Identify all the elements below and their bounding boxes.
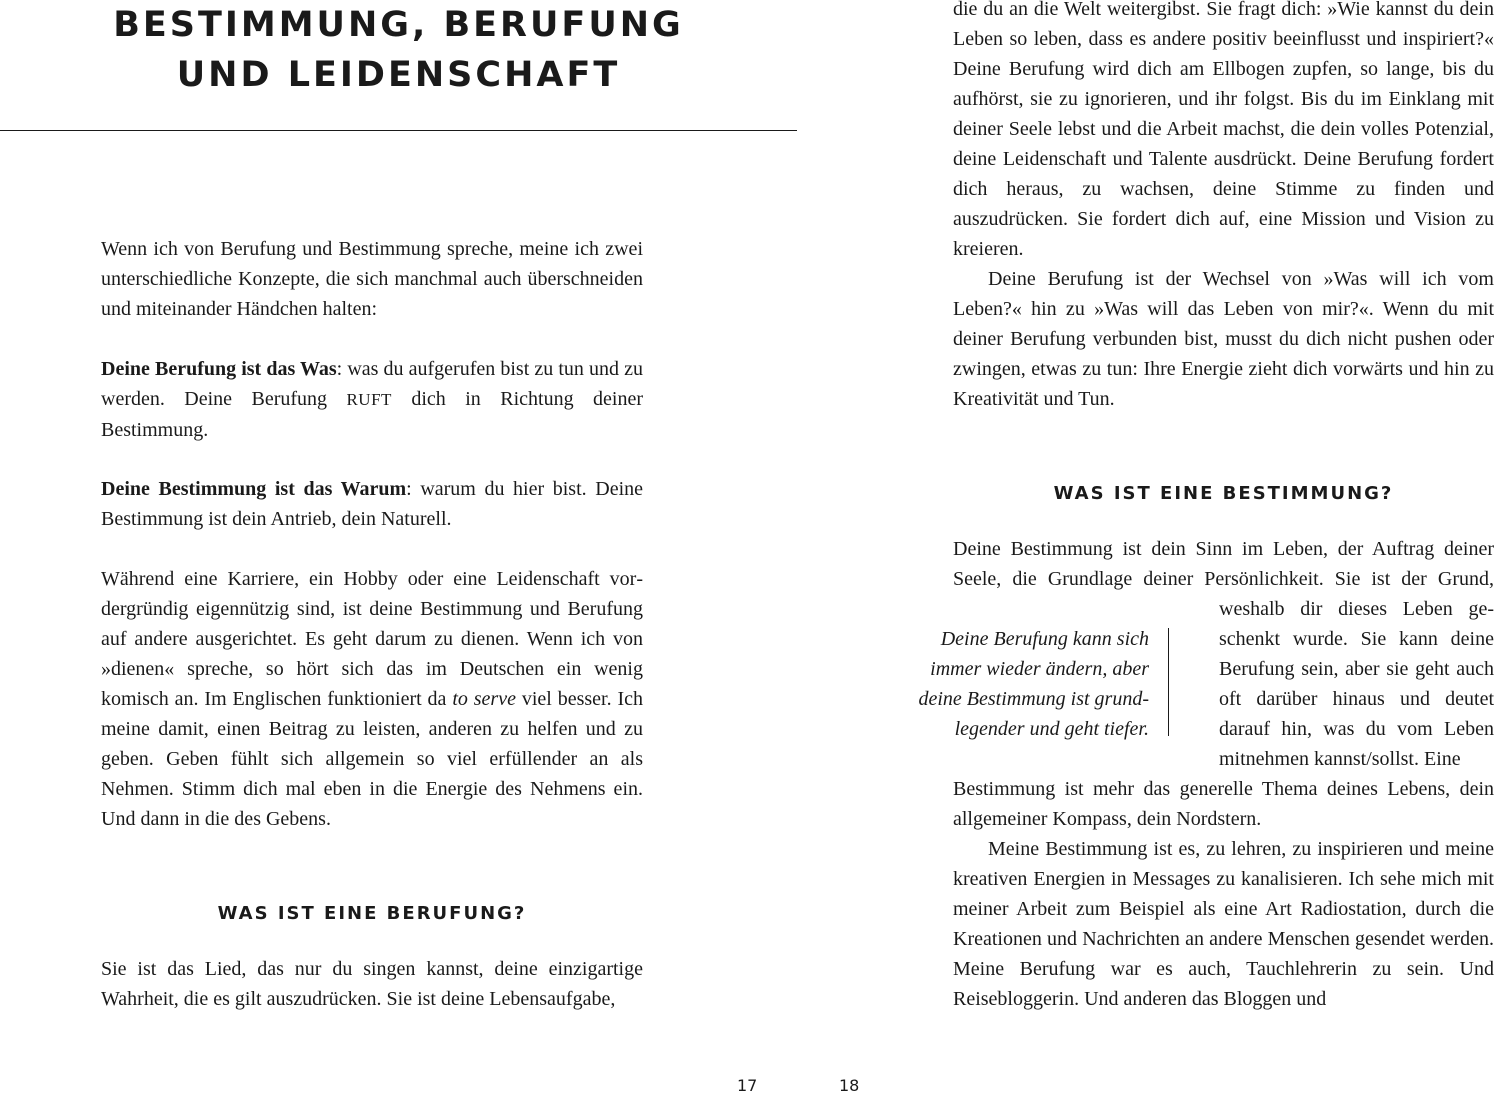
pull-quote-line4: legender und geht tiefer.	[954, 718, 1149, 740]
definition-berufung-caps: RUFT	[346, 390, 392, 409]
page-number-right: 18	[839, 1076, 860, 1095]
bestimmung-column-text: weshalb dir dieses Leben geschenkt wurde. Sie kann deine Berufung sein, aber sie geht auch oft darüber hinaus und deutet darauf hin, was du vom Leben mitnehmen kannst/sollst. Eine	[1219, 598, 1494, 770]
definition-bestimmung-term: Deine Bestimmung ist das Warum	[101, 478, 407, 500]
wechsel-paragraph: Deine Berufung ist der Wechsel von »Was will ich vom Leben?« hin zu »Was will das Leben von mir?«. Wenn du mit deiner Berufung verbunden bist, musst du dich nicht pushen oder zwingen, etwas zu tun: Ihre Energie zieht dich vorwärts und hin zu Kreativität und Tun.	[953, 268, 1494, 410]
subheading-bestimmung: WAS IST EINE BESTIMMUNG?	[1053, 483, 1394, 504]
definition-bestimmung-text: : warum du hier bist. Deine Bestimmung ist dein Antrieb, dein Naturell.	[101, 478, 644, 530]
definition-bestimmung	[101, 474, 643, 534]
intro-paragraph: Wenn ich von Berufung und Bestimmung spreche, meine ich zwei unterschiedliche Konzepte, die sich manchmal auch überschneiden und miteinander Händchen halten:	[101, 238, 643, 320]
pull-quote-rule	[1168, 628, 1169, 736]
dienen-italic: to serve	[452, 688, 516, 710]
dienen-paragraph	[101, 564, 643, 834]
pull-quote-line1: Deine Berufung kann sich	[940, 628, 1149, 650]
definition-berufung	[101, 354, 643, 445]
bestimmung-paragraph	[953, 534, 1494, 594]
dienen-text-a: Während eine Karriere, ein Hobby oder eine Leidenschaft vordergründig eigennützig sind, ist deine Bestimmung und Berufung auf andere ausgerichtet. Es geht darum zu dienen. Wenn ich von »dienen« spreche, so hört sich das im Deutschen ein wenig komisch an. Im Englischen funktioniert da	[101, 568, 643, 710]
pull-quote-line2: immer wieder ändern, aber	[930, 658, 1149, 680]
page-number-left: 17	[737, 1076, 758, 1095]
definition-berufung-text-a: : was du aufgerufen bist zu tun und zu werden. Deine Berufung	[101, 358, 643, 410]
chapter-title-line1: BESTIMMUNG, BERUFUNG	[113, 5, 684, 45]
dienen-text-b: viel besser. Ich meine damit, einen Beitrag zu leisten, anderen zu helfen und zu geben. Geben fühlt sich allgemein so viel erfüllender an als Nehmen. Stimm dich mal eben in die Energie des Nehmens ein. Und dann in die des Gebens.	[101, 688, 643, 830]
pull-quote-line3: deine Bestimmung ist grund-	[918, 688, 1149, 710]
bestimmung-line1: Deine Bestimmung ist dein Sinn im Leben, der Auftrag deiner	[953, 538, 1494, 560]
bestimmung-paragraph-end: Bestimmung ist mehr das generelle Thema deines Lebens, dein allgemeiner Kompass, dein Nordstern.	[953, 778, 1494, 830]
chapter-title	[0, 0, 797, 100]
chapter-title-line2: UND LEIDENSCHAFT	[176, 55, 621, 95]
title-divider	[0, 130, 797, 131]
subheading-berufung: WAS IST EINE BERUFUNG?	[217, 903, 527, 924]
lehren-paragraph: Meine Bestimmung ist es, zu lehren, zu inspirieren und meine kreativen Energien in Messages zu kanalisieren. Ich sehe mich mit meiner Arbeit zum Beispiel als eine Art Radiostation, durch die Kreationen und Nachrichten an andere Menschen gesendet werden. Meine Berufung war es auch, Tauchlehrerin zu sein. Und Reisebloggerin. Und anderen das Bloggen und	[953, 838, 1494, 1010]
pull-quote	[900, 624, 1149, 744]
continuation-paragraph: die du an die Welt weitergibst. Sie fragt dich: »Wie kannst du dein Leben so leben, dass es andere positiv beeinflusst und inspiriert?« Deine Berufung wird dich am Ellbogen zupfen, so lange, bis du aufhörst, sie zu ignorieren, und ihr folgst. Bis du im Einklang mit deiner Seele lebst und die Arbeit machst, die dein volles Potenzial, deine Leidenschaft und Talente ausdrückt. Deine Berufung fordert dich heraus, zu wachsen, deine Stimme zu finden und auszudrücken. Sie fordert dich auf, eine Mission und Vision zu kreieren.	[953, 0, 1494, 260]
bestimmung-line2: Seele, die Grundlage deiner Persönlichkeit. Sie ist der Grund,	[953, 568, 1494, 590]
definition-berufung-term: Deine Berufung ist das Was	[101, 358, 337, 380]
berufung-paragraph: Sie ist das Lied, das nur du singen kannst, deine einzigartige Wahrheit, die es gilt auszudrücken. Sie ist deine Lebensaufgabe,	[101, 958, 643, 1010]
definition-berufung-text-b: dich in Richtung deiner Bestimmung.	[101, 388, 643, 441]
